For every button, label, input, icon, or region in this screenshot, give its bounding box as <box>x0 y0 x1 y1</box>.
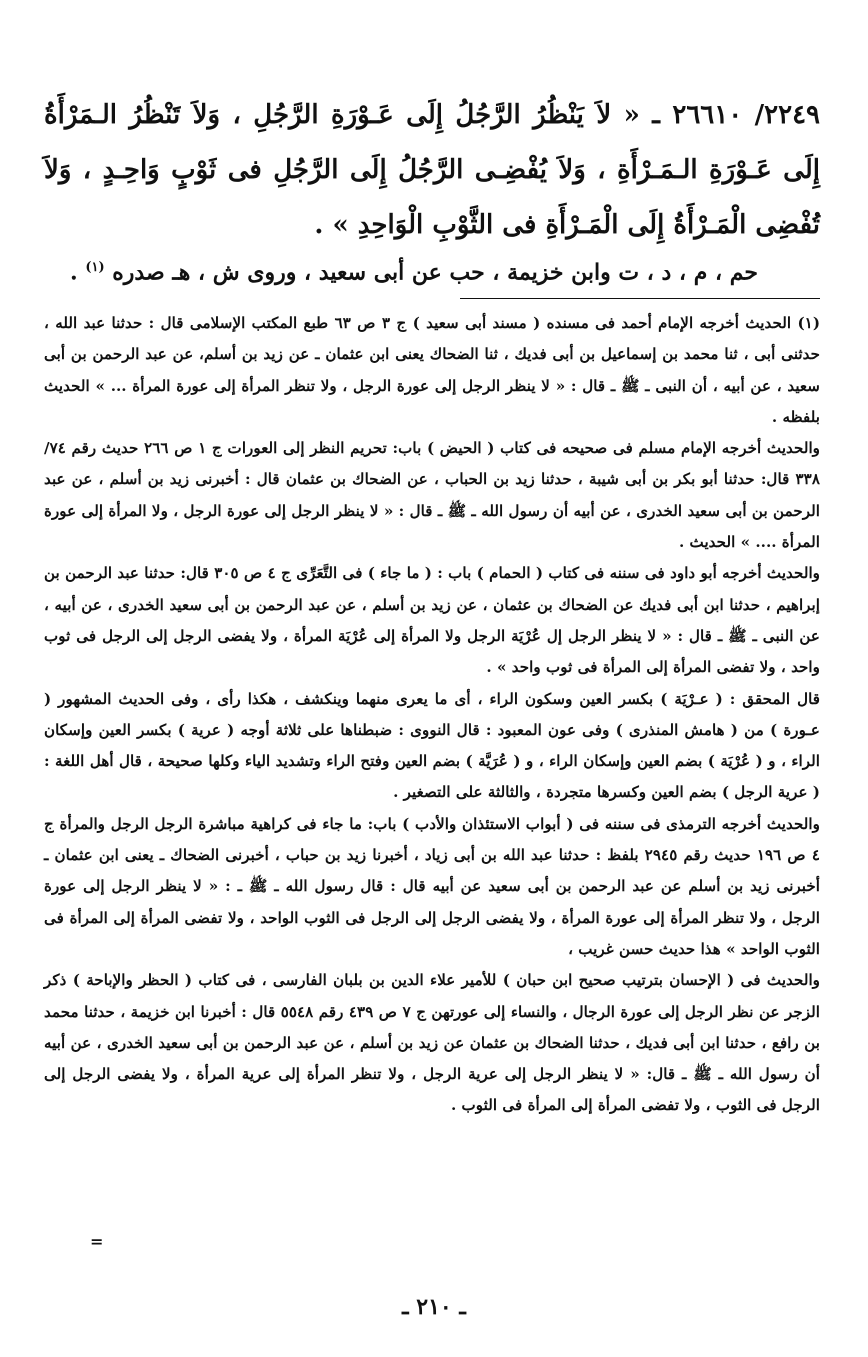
footnote-paragraph: والحديث فى ( الإحسان بترتيب صحيح ابن حبان ) للأمير علاء الدين بن بلبان الفارسى ، فى كتاب ( الحظر والإباحة ) ذكر الزجر عن نظر الرجل إلى عورة الرجال ، والنساء إلى عورتهن ج ٧ ص ٤٣٩ رقم ٥٥٤٨ قال : أخبرنا ابن خزيمة ، حدثنا محمد بن رافع ، حدثنا ابن أبى فديك ، حدثنا الضحاك بن عثمان عن زيد بن أسلم ، عن عبد الرحمن بن أبى سعيد الخدرى ، عن أبيه أن رسول الله ـ ﷺ ـ قال: « لا ينظر الرجل إلى عرية الرجل ، ولا تنظر المرأة إلى عرية المرأة ، ولا يفضى الرجل إلى الرجل فى الثوب ، ولا تفضى المرأة إلى المرأة فى الثوب . <box>44 971 820 1115</box>
footnote-paragraph: والحديث أخرجه الترمذى فى سننه فى ( أبواب الاستئذان والأدب ) باب: ما جاء فى كراهية مباشرة الرجل الرجل والمرأة ج ٤ ص ١٩٦ حديث رقم ٢٩٤٥ بلفظ : حدثنا عبد الله بن أبى زياد ، أخبرنا زيد بن حباب ، أخبرنى الضحاك ـ يعنى ابن عثمان ـ أخبرنى زيد بن أسلم عن عبد الرحمن بن أبى سعيد عن أبيه قال : قال رسول الله ـ ﷺ ـ : « لا ينظر الرجل إلى عورة الرجل ، ولا تنظر المرأة إلى عورة المرأة ، ولا يفضى الرجل إلى الرجل فى الثوب الواحد ، ولا تفضى المرأة إلى المرأة فى الثوب الواحد » هذا حديث حسن غريب ، <box>44 814 820 958</box>
sources-end: . <box>69 259 86 286</box>
footnote-paragraph: (١) الحديث أخرجه الإمام أحمد فى مسنده ( مسند أبى سعيد ) ج ٣ ص ٦٣ طبع المكتب الإسلامى قال : حدثنا عبد الله ، حدثنى أبى ، ثنا محمد بن إسماعيل بن أبى فديك ، ثنا الضحاك يعنى ابن عثمان ـ عن زيد بن أسلم، عن عبد الرحمن بن أبى سعيد ، عن أبيه ، أن النبى ـ ﷺ ـ قال : « لا ينظر الرجل إلى عورة الرجل ، ولا تنظر المرأة إلى عورة المرأة ... » الحديث بلفظه . <box>44 314 821 426</box>
footnote-reference: (١) <box>85 260 105 275</box>
sources-line <box>60 248 768 292</box>
footnotes <box>44 308 820 1122</box>
page-number: ـ ٢١٠ ـ <box>402 1294 466 1320</box>
footnote-separator <box>460 298 820 299</box>
continuation-mark: = <box>90 1232 104 1251</box>
hadith-text: ٢٢٤٩/ ٢٦٦١٠ ـ « لاَ يَنْظُرُ الرَّجُلُ إِلَى عَـوْرَةِ الرَّجُلِ ، وَلاَ تَنْظُرُ الـمَرْأَةُ إِلَى عَـوْرَةِ الـمَـرْأَةِ ، وَلاَ يُفْضِـى الرَّجُلُ إِلَى الرَّجُلِ فى ثَوْبٍ وَاحِـدٍ ، وَلاَ تُفْضِى الْمَـرْأَةُ إِلَى الْمَـرْأَةِ فى الثَّوْبِ الْوَاحِدِ » . <box>44 100 820 240</box>
footnote-paragraph: والحديث أخرجه الإمام مسلم فى صحيحه فى كتاب ( الحيض ) باب: تحريم النظر إلى العورات ج ١ ص ٢٦٦ حديث رقم ٧٤/ ٣٣٨ قال: حدثنا أبو بكر بن أبى شيبة ، حدثنا زيد بن الحباب ، عن الضحاك بن عثمان قال : أخبرنى زيد بن أسلم ، عن عبد الرحمن بن أبى سعيد الخدرى ، عن أبيه أن رسول الله ـ ﷺ ـ قال : « لا ينظر الرجل إلى عورة الرجل ، ولا المرأة إلى عورة المرأة .... » الحديث . <box>44 439 820 552</box>
sources-text: حم ، م ، د ، ت وابن خزيمة ، حب عن أبى سعيد ، وروى ش ، هـ صدره <box>112 259 759 286</box>
footnote-paragraph: والحديث أخرجه أبو داود فى سننه فى كتاب ( الحمام ) باب : ( ما جاء ) فى التَّعَرِّى ج ٤ ص ٣٠٥ قال: حدثنا عبد الرحمن بن إبراهيم ، حدثنا ابن أبى فديك عن الضحاك بن عثمان ، عن زيد بن أسلم ، عن عبد الرحمن بن أبى سعيد الخدرى ، عن أبيه ، عن النبى ـ ﷺ ـ قال : « لا ينظر الرجل إل عُرْيَة الرجل ولا المرأة إلى عُرْيَة المرأة ، ولا يفضى الرجل إلى الرجل فى ثوب واحد ، ولا تفضى المرأة إلى المرأة فى ثوب واحد » . <box>44 564 820 677</box>
footnote-paragraph: قال المحقق : ( عـرْيَة ) بكسر العين وسكون الراء ، أى ما يعرى منهما وينكشف ، هكذا رأى ، وفى الحديث المشهور ( عـورة ) من ( هامش المنذرى ) وفى عون المعبود : قال النووى : ضبطناها على ثلاثة أوجه ( عرية ) بكسر العين وإسكان الراء ، و ( عُرْيَة ) بضم العين وإسكان الراء ، و ( عُرَيَّة ) بضم العين وفتح الراء وتشديد الياء وكلها صحيحة ، قال أهل اللغة : ( عرية الرجل ) بضم العين وكسرها متجردة ، والثالثة على التصغير . <box>44 689 820 802</box>
